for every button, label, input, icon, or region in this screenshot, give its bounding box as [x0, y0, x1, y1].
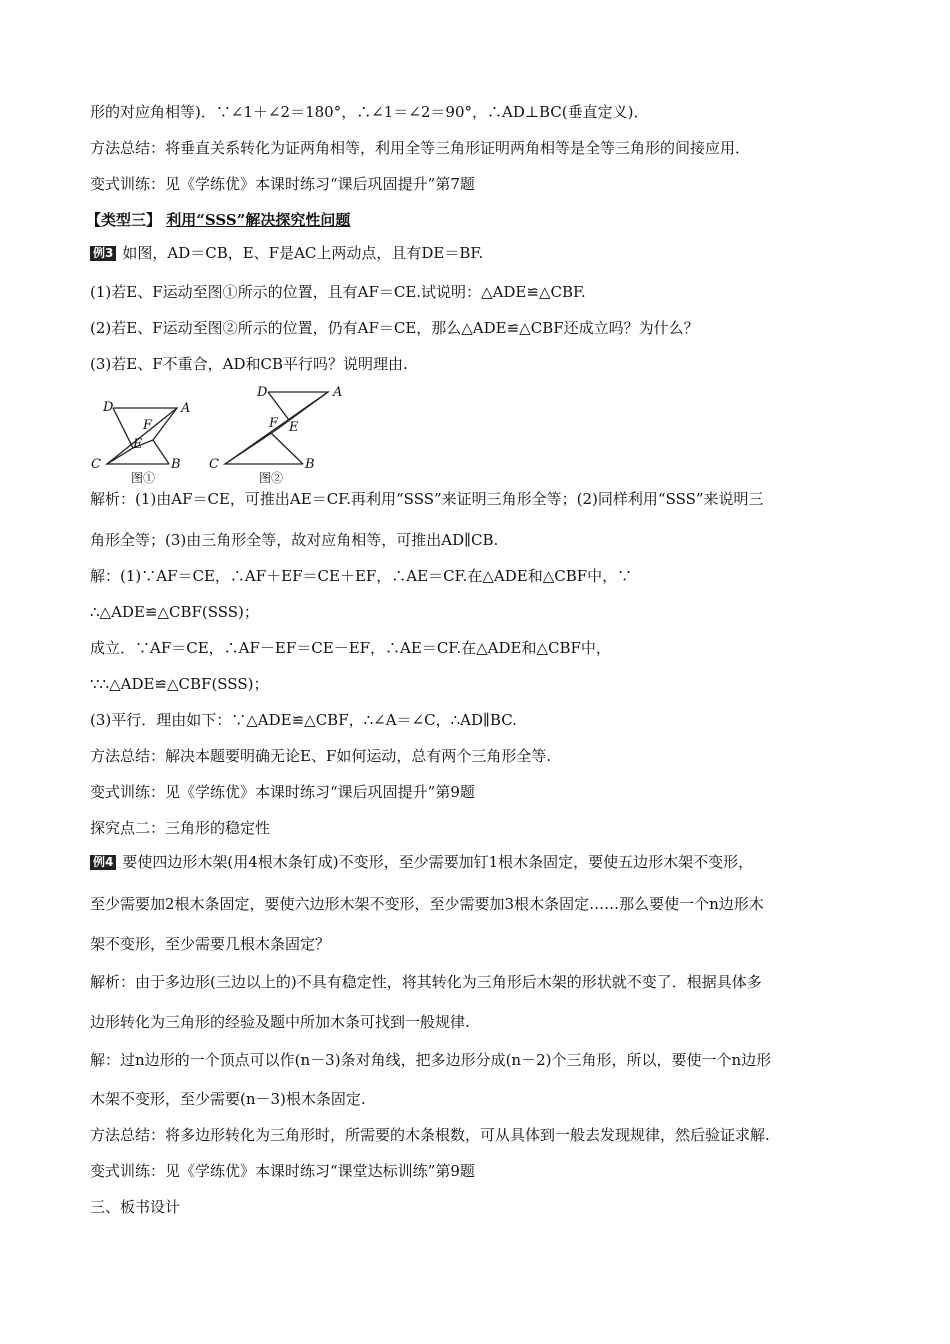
section-three-heading: 三、板书设计 — [90, 1198, 181, 1216]
analysis-1b: 角形全等；(3)由三角形全等，故对应角相等，可推出AD∥CB. — [90, 531, 499, 549]
example-3-text: 如图，AD＝CB，E、F是AC上两动点，且有DE＝BF. — [122, 244, 484, 262]
question-3: (3)若E、F不重合，AD和CB平行吗？说明理由. — [90, 355, 408, 373]
example-4 — [90, 852, 753, 872]
example-4-line-3: 架不变形，至少需要几根木条固定？ — [90, 935, 331, 953]
analysis-1a: 解析：(1)由AF＝CE，可推出AE＝CF.再利用“SSS”来证明三角形全等；(2)同样利用“SSS”来说明三 — [90, 490, 764, 508]
variant-training-3: 变式训练：见《学练优》本课时练习“课堂达标训练”第9题 — [90, 1162, 475, 1180]
fig2-label-F: F — [269, 416, 279, 431]
solution-line-2: ∴△ADE≌△CBF(SSS)； — [90, 603, 259, 621]
type-three-title: 利用“SSS”解决探究性问题 — [166, 211, 351, 229]
variant-training-2: 变式训练：见《学练优》本课时练习“课后巩固提升”第9题 — [90, 783, 475, 801]
fig1-label-A: A — [181, 401, 191, 416]
fig2-label-E: E — [289, 420, 299, 435]
solution-line-5: (3)平行．理由如下：∵△ADE≌△CBF，∴∠A＝∠C，∴AD∥BC. — [90, 711, 517, 729]
solution-line-1: 解：(1)∵AF＝CE，∴AF＋EF＝CE＋EF，∴AE＝CF.在△ADE和△CBF中，∵ — [90, 567, 633, 585]
solution-2b: 木架不变形，至少需要(n－3)根木条固定. — [90, 1090, 366, 1108]
variant-training: 变式训练：见《学练优》本课时练习“课后巩固提升”第7题 — [90, 175, 475, 193]
fig2-label-B: B — [305, 457, 315, 472]
text-line: 形的对应角相等)．∵∠1＋∠2＝180°，∴∠1＝∠2＝90°，∴AD⊥BC(垂直定义)． — [90, 103, 649, 121]
fig1-caption: 图① — [131, 471, 156, 485]
fig1-label-C: C — [91, 457, 101, 472]
analysis-2b: 边形转化为三角形的经验及题中所加木条可找到一般规律. — [90, 1013, 470, 1031]
fig2-label-A: A — [333, 385, 343, 400]
example-3-tag: 例3 — [90, 246, 116, 261]
example-4-line-2: 至少需要加2根木条固定，要使六边形木架不变形，至少需要加3根木条固定……那么要使一个n边形木 — [90, 895, 764, 913]
solution-line-3: 成立．∵AF＝CE，∴AF－EF＝CE－EF，∴AE＝CF.在△ADE和△CBF中， — [90, 639, 611, 657]
fig1-label-D: D — [103, 400, 114, 415]
question-2: (2)若E、F运动至图②所示的位置，仍有AF＝CE，那么△ADE≌△CBF还成立吗？为什么？ — [90, 319, 699, 337]
type-three-heading — [86, 210, 350, 230]
solution-line-4: ∵∴△ADE≌△CBF(SSS)； — [90, 675, 269, 693]
fig2-label-C: C — [209, 457, 219, 472]
example-4-tag: 例4 — [90, 855, 116, 870]
fig1-label-F: F — [143, 418, 153, 433]
fig2-label-D: D — [257, 385, 268, 400]
analysis-2a: 解析：由于多边形(三边以上的)不具有稳定性，将其转化为三角形后木架的形状就不变了．根据具体多 — [90, 973, 762, 991]
example-4-text: 要使四边形木架(用4根木条钉成)不变形，至少需要加钉1根木条固定，要使五边形木架不变形， — [122, 853, 754, 871]
section-point-two: 探究点二：三角形的稳定性 — [90, 819, 271, 837]
example-3 — [90, 243, 483, 263]
method-summary-2: 方法总结：解决本题要明确无论E、F如何运动，总有两个三角形全等. — [90, 747, 552, 765]
type-three-bracket: 【类型三】 — [86, 211, 162, 229]
geometry-figure — [85, 382, 355, 492]
method-summary-3: 方法总结：将多边形转化为三角形时，所需要的木条根数，可从具体到一般去发现规律，然后验证求解. — [90, 1126, 770, 1144]
fig1-label-E: E — [133, 437, 143, 452]
question-1: (1)若E、F运动至图①所示的位置，且有AF＝CE.试说明：△ADE≌△CBF. — [90, 283, 586, 301]
solution-2a: 解：过n边形的一个顶点可以作(n－3)条对角线，把多边形分成(n－2)个三角形，所以，要使一个n边形 — [90, 1051, 772, 1069]
method-summary: 方法总结：将垂直关系转化为证两角相等，利用全等三角形证明两角相等是全等三角形的间接应用． — [90, 139, 751, 157]
fig1-label-B: B — [171, 457, 181, 472]
fig2-caption: 图② — [259, 471, 284, 485]
